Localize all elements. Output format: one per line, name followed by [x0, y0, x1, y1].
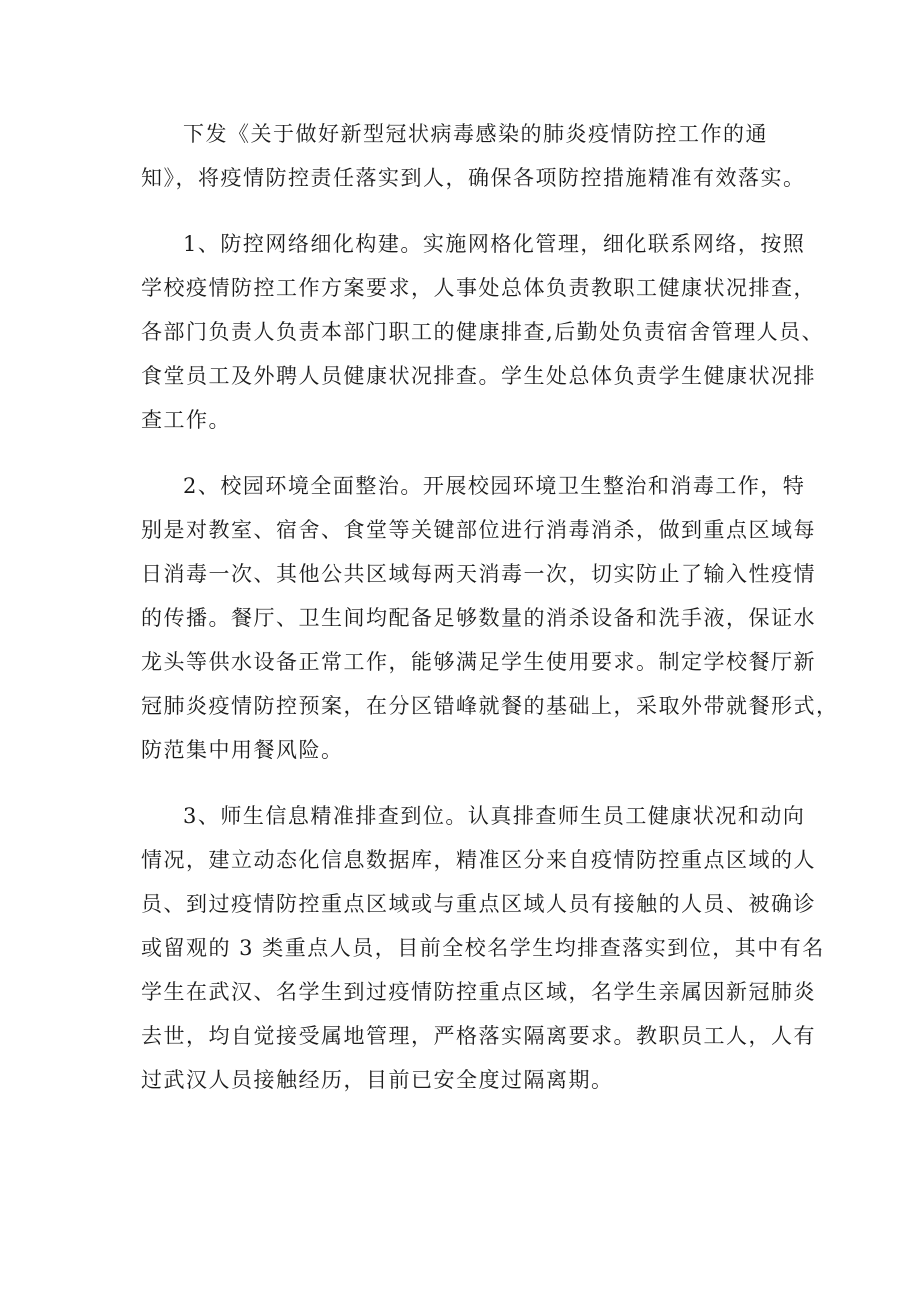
text-line: 情况，建立动态化信息数据库，精准区分来自疫情防控重点区域的人 [141, 848, 816, 872]
text-line: 食堂员工及外聘人员健康状况排查。学生处总体负责学生健康状况排 [141, 364, 816, 388]
text-line: 下发《关于做好新型冠状病毒感染的肺炎疫情防控工作的通 [183, 122, 768, 146]
text-line: 的传播。餐厅、卫生间均配备足够数量的消杀设备和洗手液，保证水 [141, 606, 816, 630]
text-line: 学生在武汉、名学生到过疫情防控重点区域，名学生亲属因新冠肺炎 [141, 980, 816, 1004]
text-line: 3、师生信息精准排查到位。认真排查师生员工健康状况和动向 [183, 804, 806, 828]
text-line: 过武汉人员接触经历，目前已安全度过隔离期。 [141, 1068, 614, 1092]
text-line: 2、校园环境全面整治。开展校园环境卫生整治和消毒工作，特 [183, 474, 806, 498]
document-body [141, 112, 839, 1124]
text-line: 学校疫情防控工作方案要求，人事处总体负责教职工健康状况排查， [141, 276, 816, 300]
paragraph-item-3 [141, 794, 825, 1102]
text-line: 各部门负责人负责本部门职工的健康排查,后勤处负责宿舍管理人员、 [141, 320, 825, 344]
text-line: 员、到过疫情防控重点区域或与重点区域人员有接触的人员、被确诊 [141, 892, 816, 916]
text-line: 或留观的 3 类重点人员，目前全校名学生均排查落实到位，其中有名 [141, 936, 825, 960]
text-line: 龙头等供水设备正常工作，能够满足学生使用要求。制定学校餐厅新 [141, 650, 816, 674]
paragraph-item-1 [141, 222, 825, 442]
text-line: 防范集中用餐风险。 [141, 738, 344, 762]
paragraph-intro [141, 112, 806, 200]
text-line: 冠肺炎疫情防控预案，在分区错峰就餐的基础上，采取外带就餐形式， [141, 694, 839, 718]
paragraph-item-2 [141, 464, 839, 772]
text-line: 别是对教室、宿舍、食堂等关键部位进行消毒消杀，做到重点区域每 [141, 518, 816, 542]
text-line: 日消毒一次、其他公共区域每两天消毒一次，切实防止了输入性疫情 [141, 562, 816, 586]
text-line: 知》，将疫情防控责任落实到人，确保各项防控措施精准有效落实。 [141, 166, 806, 190]
text-line: 1、防控网络细化构建。实施网格化管理，细化联系网络，按照 [183, 232, 806, 256]
text-line: 去世，均自觉接受属地管理，严格落实隔离要求。教职员工人，人有 [141, 1024, 816, 1048]
text-line: 查工作。 [141, 408, 231, 432]
